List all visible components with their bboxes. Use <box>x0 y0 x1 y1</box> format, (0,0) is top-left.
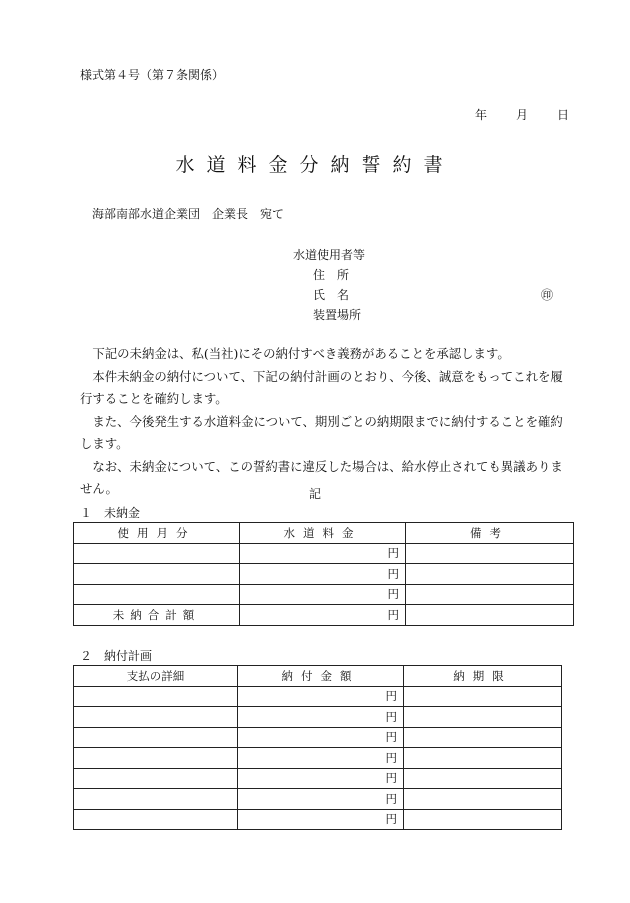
total-amount-cell[interactable]: 円 <box>240 605 406 626</box>
total-label: 未納合計額 <box>74 605 240 626</box>
table-row <box>74 809 562 830</box>
total-row <box>74 605 574 626</box>
detail-cell[interactable] <box>74 707 238 728</box>
amount-cell[interactable]: 円 <box>238 748 404 769</box>
due-date-cell[interactable] <box>404 686 562 707</box>
form-number: 様式第４号（第７条関係） <box>80 68 225 82</box>
col-payment-detail: 支払の詳細 <box>74 666 238 687</box>
document-title: 水道料金分納誓約書 <box>175 154 455 176</box>
table-header-row <box>74 666 562 687</box>
due-date-cell[interactable] <box>404 789 562 810</box>
amount-cell[interactable]: 円 <box>238 686 404 707</box>
detail-cell[interactable] <box>74 748 238 769</box>
table-row <box>74 686 562 707</box>
remarks-cell[interactable] <box>406 584 574 605</box>
detail-cell[interactable] <box>74 686 238 707</box>
detail-cell[interactable] <box>74 809 238 830</box>
usage-month-cell[interactable] <box>74 584 240 605</box>
charge-cell[interactable]: 円 <box>240 564 406 585</box>
amount-cell[interactable]: 円 <box>238 727 404 748</box>
usage-month-cell[interactable] <box>74 564 240 585</box>
table-row <box>74 584 574 605</box>
col-remarks: 備考 <box>406 523 574 544</box>
table-row <box>74 543 574 564</box>
amount-cell[interactable]: 円 <box>238 707 404 728</box>
pledge-paragraph-4: なお、未納金について、この誓約書に違反した場合は、給水停止されても異議ありません。 <box>80 458 563 496</box>
table-row <box>74 748 562 769</box>
seal-mark: ㊞ <box>541 288 554 302</box>
unpaid-table <box>73 522 574 626</box>
amount-cell[interactable]: 円 <box>238 789 404 810</box>
table-header-row <box>74 523 574 544</box>
ki-marker: 記 <box>308 487 321 501</box>
due-date-cell[interactable] <box>404 809 562 830</box>
charge-cell[interactable]: 円 <box>240 584 406 605</box>
pledge-body <box>80 343 574 501</box>
table-row <box>74 727 562 748</box>
remarks-cell[interactable] <box>406 543 574 564</box>
payment-plan-table <box>73 665 562 830</box>
date-day: 日 <box>557 108 570 122</box>
amount-cell[interactable]: 円 <box>238 768 404 789</box>
pledge-paragraph-3: また、今後発生する水道料金について、期別ごとの納期限までに納付することを確約します。 <box>80 413 563 451</box>
col-payment-amount: 納付金額 <box>238 666 404 687</box>
col-usage-month: 使用月分 <box>74 523 240 544</box>
pledge-paragraph-1: 下記の未納金は、私(当社)にその納付すべき義務があることを承認します。 <box>92 346 510 361</box>
remarks-cell[interactable] <box>406 564 574 585</box>
detail-cell[interactable] <box>74 727 238 748</box>
usage-month-cell[interactable] <box>74 543 240 564</box>
due-date-cell[interactable] <box>404 707 562 728</box>
total-remarks-cell[interactable] <box>406 605 574 626</box>
amount-cell[interactable]: 円 <box>238 809 404 830</box>
location-label: 装置場所 <box>313 308 362 322</box>
charge-cell[interactable]: 円 <box>240 543 406 564</box>
table-row <box>74 768 562 789</box>
section1-heading: １ 未納金 <box>80 506 141 520</box>
date-year: 年 <box>475 108 488 122</box>
date-month: 月 <box>516 108 529 122</box>
table-row <box>74 707 562 728</box>
applicant-heading: 水道使用者等 <box>293 248 366 262</box>
address-label: 住 所 <box>313 268 350 282</box>
pledge-paragraph-2: 本件未納金の納付について、下記の納付計画のとおり、今後、誠意をもってこれを履行することを確約します。 <box>80 368 563 406</box>
addressee: 海部南部水道企業団 企業長 宛て <box>92 207 285 221</box>
section2-heading: ２ 納付計画 <box>80 649 153 663</box>
due-date-cell[interactable] <box>404 748 562 769</box>
detail-cell[interactable] <box>74 789 238 810</box>
col-due-date: 納期限 <box>404 666 562 687</box>
table-row <box>74 564 574 585</box>
due-date-cell[interactable] <box>404 768 562 789</box>
due-date-cell[interactable] <box>404 727 562 748</box>
name-label: 氏 名 <box>313 288 350 302</box>
detail-cell[interactable] <box>74 768 238 789</box>
table-row <box>74 789 562 810</box>
col-water-charge: 水道料金 <box>240 523 406 544</box>
